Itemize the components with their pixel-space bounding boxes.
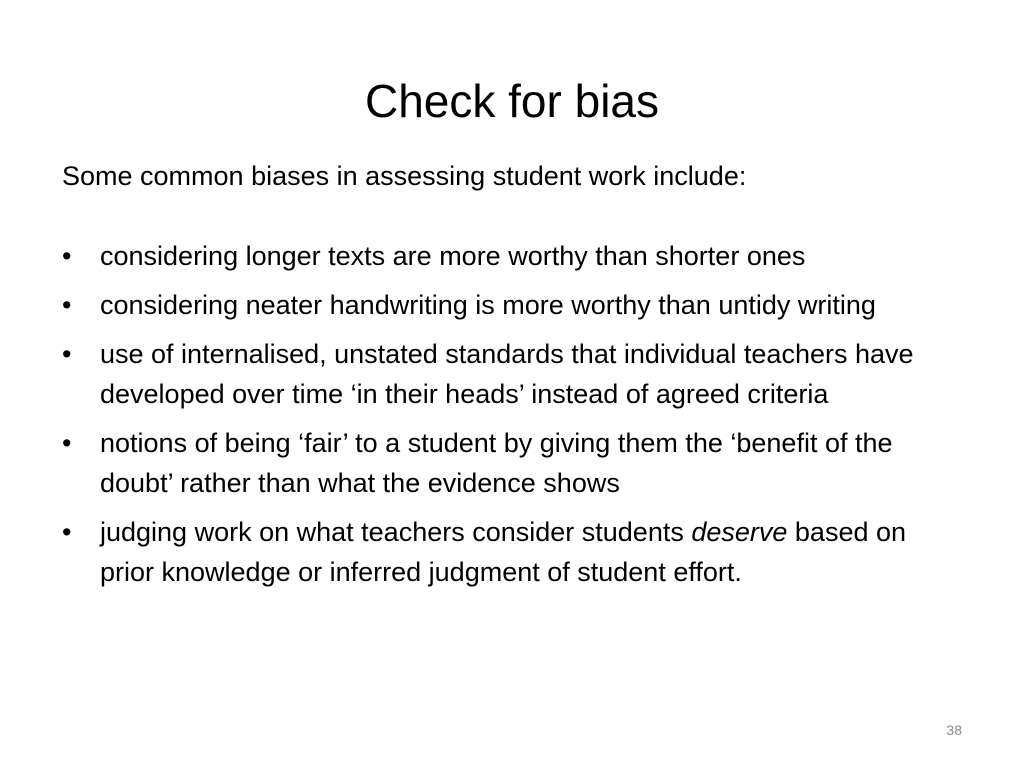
slide-title: Check for bias — [364, 75, 659, 127]
bullet-text-part: based on prior knowledge or inferred judgment of student effort. — [100, 517, 907, 587]
bullet-text — [100, 517, 906, 587]
bullet-item — [62, 236, 962, 276]
bullet-item — [62, 285, 962, 325]
slide-body — [62, 156, 962, 601]
bullet-text: considering longer texts are more worthy than shorter ones — [100, 241, 806, 271]
bullet-text: considering neater handwriting is more worthy than untidy writing — [100, 290, 876, 320]
bullet-text: use of internalised, unstated standards that individual teachers have developed over time ‘in their heads’ instead of agreed criteria — [100, 339, 914, 409]
bullet-item — [62, 423, 962, 503]
bullet-text-part: judging work on what teachers consider students — [100, 517, 692, 547]
intro-text: Some common biases in assessing student work include: — [62, 161, 747, 191]
emphasis-word: deserve — [691, 517, 788, 547]
bullet-icon: • — [62, 517, 72, 547]
bullet-text: notions of being ‘fair’ to a student by giving them the ‘benefit of the doubt’ rather than what the evidence shows — [100, 428, 893, 498]
bullet-icon: • — [62, 428, 72, 458]
bullet-icon: • — [62, 241, 72, 271]
bullet-list — [62, 236, 962, 592]
slide-number: 38 — [946, 722, 962, 738]
bullet-icon: • — [62, 290, 72, 320]
bullet-item — [62, 334, 962, 414]
bullet-icon: • — [62, 339, 72, 369]
bullet-item — [62, 512, 962, 592]
